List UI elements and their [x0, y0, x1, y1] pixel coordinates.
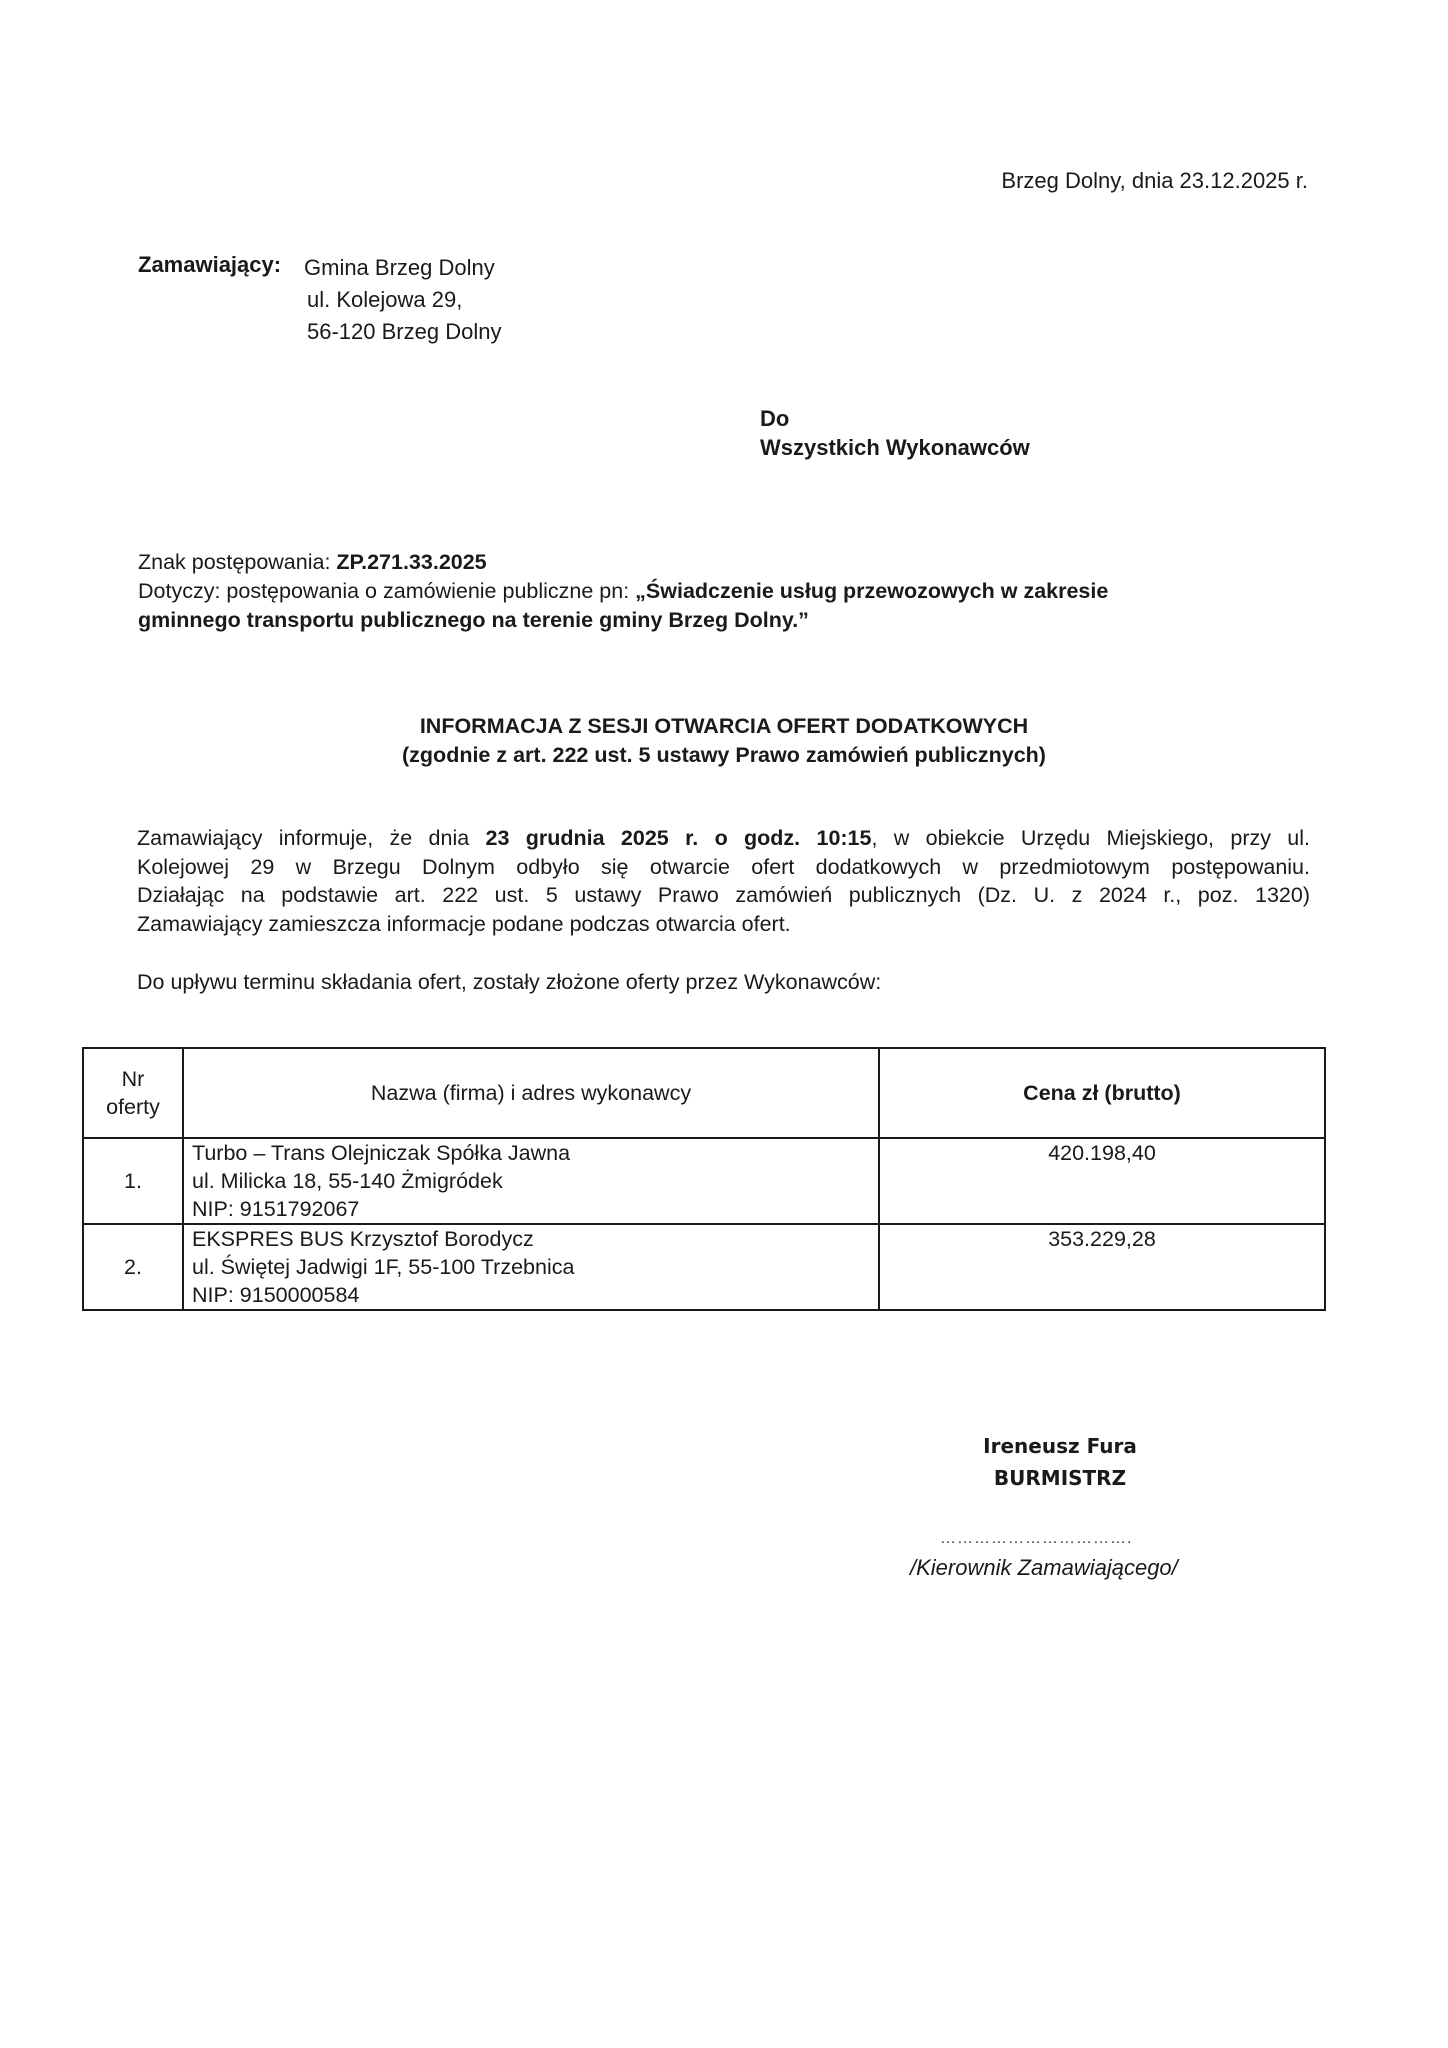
- subject-line: [138, 577, 1108, 606]
- table-row: [83, 1138, 1325, 1224]
- offer-price: 420.198,40: [879, 1138, 1325, 1224]
- subject-title-part1: „Świadczenie usług przewozowych w zakresie: [635, 579, 1109, 603]
- signatory-title: BURMISTRZ: [993, 1466, 1127, 1490]
- header-nr-line2: oferty: [106, 1095, 160, 1119]
- title-line1: INFORMACJA Z SESJI OTWARCIA OFERT DODATKOWYCH: [419, 714, 1029, 738]
- offer-number: 2.: [83, 1224, 183, 1310]
- reference-label: Znak postępowania:: [138, 550, 337, 574]
- header-contractor: Nazwa (firma) i adres wykonawcy: [183, 1048, 879, 1138]
- session-datetime: 23 grudnia 2025 r. o godz. 10:15: [485, 826, 872, 850]
- body-line4: Zamawiający zamieszcza informacje podane podczas otwarcia ofert.: [137, 911, 791, 936]
- body-paragraph: [137, 824, 1310, 938]
- contracting-authority-address: [304, 252, 502, 348]
- contractor-nip: NIP: 9150000584: [192, 1283, 360, 1307]
- table-row: [83, 1224, 1325, 1310]
- contractor-address: ul. Świętej Jadwigi 1F, 55-100 Trzebnica: [192, 1255, 575, 1279]
- body-line1-post: , w obiekcie Urzędu Miejskiego, przy ul.: [871, 826, 1311, 850]
- place-date: Brzeg Dolny, dnia 23.12.2025 r.: [1001, 168, 1308, 193]
- signatory-name: Ireneusz Fura: [983, 1434, 1137, 1458]
- header-offer-number: [83, 1048, 183, 1138]
- contractor-nip: NIP: 9151792067: [192, 1197, 360, 1221]
- signature-line: …………………………….: [940, 1530, 1133, 1547]
- reference-block: [138, 548, 1108, 635]
- signature-block: [960, 1430, 1160, 1494]
- contractor-cell: [183, 1224, 879, 1310]
- contractor-cell: [183, 1138, 879, 1224]
- document-title: [0, 712, 1448, 770]
- header-price: Cena zł (brutto): [879, 1048, 1325, 1138]
- reference-number-line: [138, 548, 1108, 577]
- authority-street: ul. Kolejowa 29,: [307, 287, 463, 312]
- table-intro: Do upływu terminu składania ofert, zostały złożone oferty przez Wykonawców:: [137, 970, 882, 994]
- recipient-line2: Wszystkich Wykonawców: [760, 435, 1030, 460]
- contracting-authority-label: Zamawiający:: [138, 252, 282, 277]
- subject-label: Dotyczy: postępowania o zamówienie publiczne pn:: [138, 579, 636, 603]
- recipient-line1: Do: [760, 406, 790, 431]
- body-line1: [137, 824, 1310, 853]
- title-line2: (zgodnie z art. 222 ust. 5 ustawy Prawo zamówień publicznych): [402, 743, 1046, 767]
- table-header-row: [83, 1048, 1325, 1138]
- contractor-name: Turbo – Trans Olejniczak Spółka Jawna: [192, 1141, 571, 1165]
- body-line2: Kolejowej 29 w Brzegu Dolnym odbyło się otwarcie ofert dodatkowych w przedmiotowym postępowaniu.: [137, 854, 1310, 879]
- header-nr-line1: Nr: [121, 1067, 145, 1091]
- reference-number: ZP.271.33.2025: [336, 550, 487, 574]
- body-line3: Działając na podstawie art. 222 ust. 5 ustawy Prawo zamówień publicznych (Dz. U. z 2024 r., poz. 1320): [137, 883, 1310, 907]
- authority-name: Gmina Brzeg Dolny: [304, 255, 495, 280]
- contractor-name: EKSPRES BUS Krzysztof Borodycz: [192, 1227, 534, 1251]
- offer-price: 353.229,28: [879, 1224, 1325, 1310]
- offers-table: [82, 1047, 1326, 1311]
- recipient-block: [760, 404, 1030, 462]
- signatory-role: /Kierownik Zamawiającego/: [910, 1555, 1178, 1580]
- subject-title-part2: gminnego transportu publicznego na terenie gminy Brzeg Dolny.”: [138, 608, 809, 632]
- body-line1-pre: Zamawiający informuje, że dnia: [137, 826, 486, 850]
- offer-number: 1.: [83, 1138, 183, 1224]
- authority-city: 56-120 Brzeg Dolny: [307, 319, 502, 344]
- contractor-address: ul. Milicka 18, 55-140 Żmigródek: [192, 1169, 503, 1193]
